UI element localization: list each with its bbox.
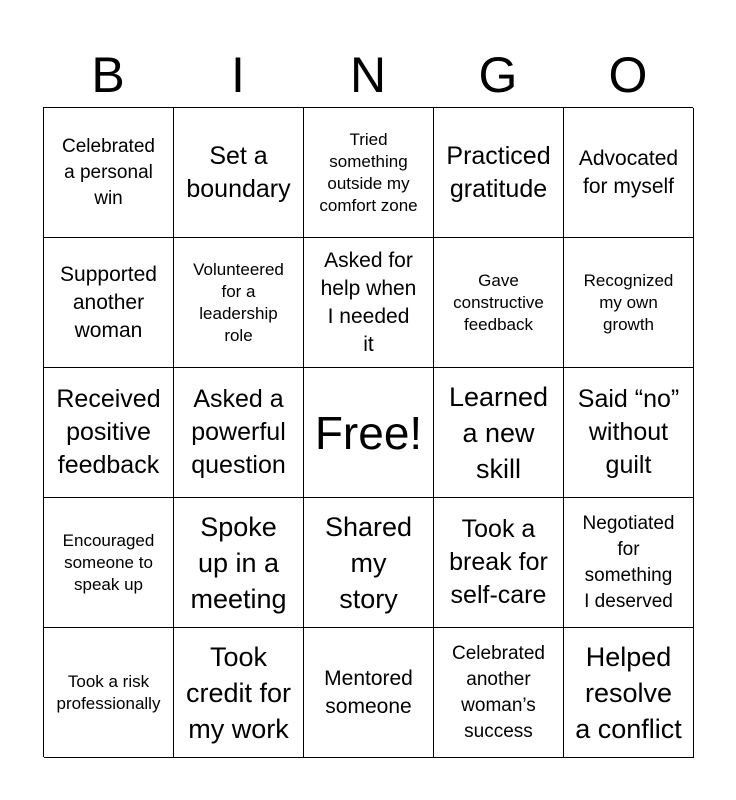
cell-label: Practiced gratitude [446, 141, 551, 203]
bingo-cell-r3c2[interactable] [174, 368, 304, 498]
bingo-cell-r1c2[interactable] [174, 108, 304, 238]
bingo-cell-r1c3[interactable] [304, 108, 434, 238]
bingo-grid [43, 107, 693, 757]
cell-label: Volunteered for a leadership role [193, 259, 284, 345]
bingo-cell-r3c4[interactable] [434, 368, 564, 498]
cell-label: Tried something outside my comfort zone [319, 129, 418, 215]
header-letter-i: I [231, 47, 245, 103]
bingo-cell-r1c4[interactable] [434, 108, 564, 238]
bingo-cell-r3c5[interactable] [564, 368, 694, 498]
cell-label: Helped resolve a conflict [575, 641, 682, 744]
header-letter-n: N [349, 47, 387, 103]
cell-label: Asked a powerful question [191, 385, 286, 479]
cell-label: Asked for help when I needed it [320, 248, 417, 356]
cell-label: Advocated for myself [578, 146, 679, 198]
cell-label: Mentored someone [324, 666, 413, 718]
bingo-header [43, 44, 693, 106]
bingo-cell-r4c1[interactable] [44, 498, 174, 628]
bingo-cell-r2c3[interactable] [304, 238, 434, 368]
cell-label: Learned a new skill [448, 381, 549, 484]
bingo-cell-r5c5[interactable] [564, 628, 694, 758]
bingo-cell-r2c4[interactable] [434, 238, 564, 368]
header-letter-o: O [608, 47, 648, 103]
cell-label: Took a risk professionally [56, 671, 161, 713]
bingo-cell-r1c1[interactable] [44, 108, 174, 238]
cell-label: Spoke up in a meeting [190, 511, 287, 614]
header-letter-g: G [478, 47, 518, 103]
cell-label: Said “no” without guilt [577, 385, 680, 479]
cell-label: Received positive feedback [56, 385, 161, 479]
bingo-cell-r1c5[interactable] [564, 108, 694, 238]
cell-label: Set a boundary [186, 141, 291, 203]
cell-label: Gave constructive feedback [453, 270, 544, 334]
cell-label: Supported another woman [60, 262, 157, 342]
bingo-cell-r2c1[interactable] [44, 238, 174, 368]
cell-label: Negotiated for something I deserved [582, 512, 675, 612]
bingo-cell-r2c2[interactable] [174, 238, 304, 368]
cell-label: Celebrated a personal win [62, 135, 155, 209]
bingo-cell-r5c2[interactable] [174, 628, 304, 758]
header-letter-b: B [91, 47, 125, 103]
bingo-cell-r4c3[interactable] [304, 498, 434, 628]
cell-label: Celebrated another woman’s success [452, 642, 545, 742]
bingo-cell-r2c5[interactable] [564, 238, 694, 368]
bingo-cell-r5c1[interactable] [44, 628, 174, 758]
cell-label: Recognized my own growth [583, 270, 674, 334]
cell-label: Encouraged someone to speak up [62, 530, 155, 594]
cell-label: Shared my story [324, 511, 413, 614]
cell-label: Took a break for self-care [449, 515, 548, 609]
bingo-cell-r4c2[interactable] [174, 498, 304, 628]
bingo-cell-r4c5[interactable] [564, 498, 694, 628]
free-space-label: Free! [314, 406, 423, 459]
bingo-cell-r5c3[interactable] [304, 628, 434, 758]
bingo-cell-r5c4[interactable] [434, 628, 564, 758]
bingo-cell-free[interactable] [304, 368, 434, 498]
bingo-cell-r4c4[interactable] [434, 498, 564, 628]
bingo-cell-r3c1[interactable] [44, 368, 174, 498]
cell-label: Took credit for my work [185, 641, 292, 744]
